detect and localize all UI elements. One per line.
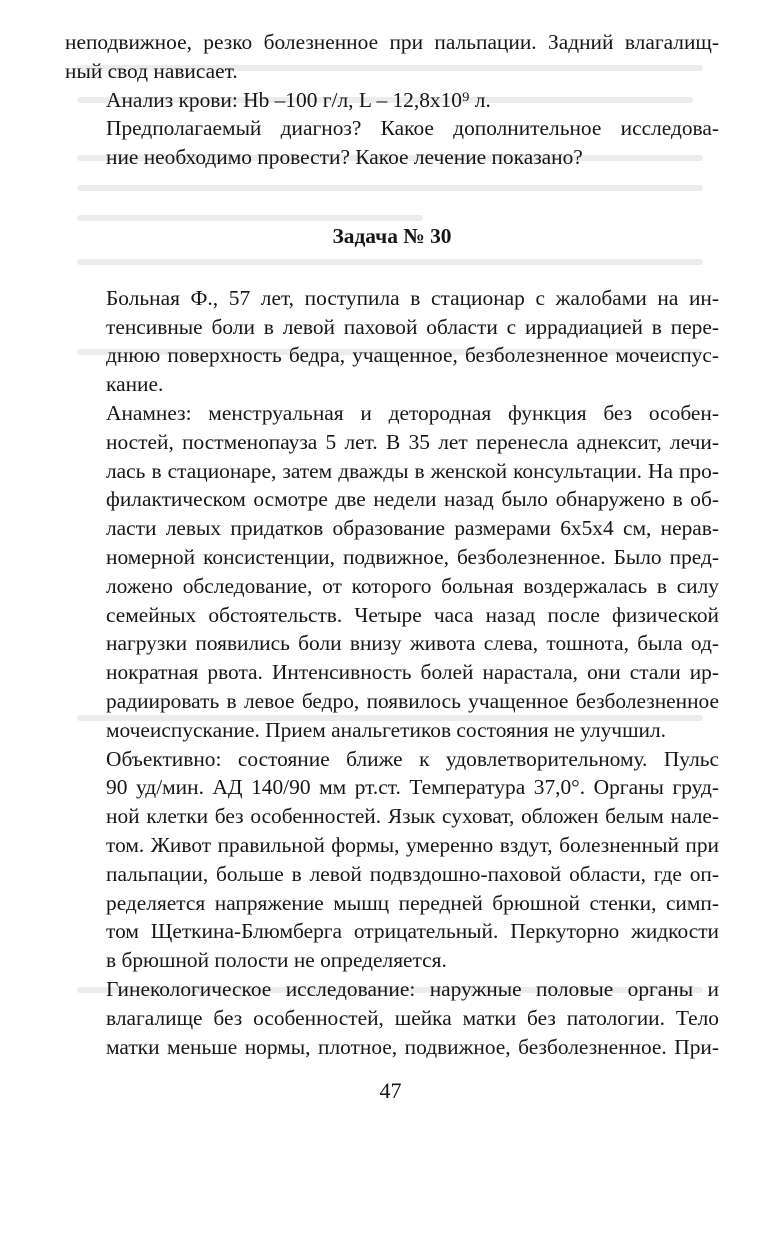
blood-test-paragraph: Анализ крови: Hb –100 г/л, L – 12,8х10⁹ л.: [106, 87, 491, 112]
text-line: пальпации, больше в левой подвздошно-паховой области, где оп-: [106, 861, 719, 886]
text-line: нагрузки появились боли внизу живота слева, тошнота, была од-: [106, 631, 719, 656]
text-line: ласти левых придатков образование размерами 6х5х4 см, нерав-: [106, 516, 719, 541]
text-line: нократная рвота. Интенсивность болей нарастала, они стали ир-: [106, 660, 719, 685]
text-line: Предполагаемый диагноз? Какое дополнительное исследова-: [106, 116, 719, 141]
text-line: номерной консистенции, подвижное, безболезненное. Было пред-: [106, 544, 719, 569]
task-title: Задача № 30: [332, 223, 452, 248]
text-line: Объективно: состояние ближе к удовлетворительному. Пульс: [106, 746, 719, 771]
text-line: тенсивные боли в левой паховой области с иррадиацией в пере-: [106, 314, 719, 339]
text-line: семейных обстоятельств. Четыре часа назад после физической: [106, 602, 719, 627]
text-line: ние необходимо провести? Какое лечение показано?: [106, 145, 583, 170]
text-line: неподвижное, резко болезненное при пальпации. Задний влагалищ-: [65, 30, 719, 54]
anamnesis-paragraph: [65, 399, 719, 745]
text-line: ностей, постменопауза 5 лет. В 35 лет перенесла аднексит, лечи-: [106, 429, 719, 454]
text-line: матки меньше нормы, плотное, подвижное, безболезненное. При-: [106, 1034, 719, 1059]
text-line: том Щеткина-Блюмберга отрицательный. Перкуторно жидкости: [106, 919, 719, 944]
text-line: 90 уд/мин. АД 140/90 мм рт.ст. Температура 37,0°. Органы груд-: [106, 775, 719, 800]
text-line: кание.: [106, 372, 164, 397]
text-line: филактическом осмотре две недели назад было обнаружено в об-: [106, 487, 719, 512]
paragraph-continuation: [65, 28, 719, 86]
page-body: [65, 28, 719, 1061]
text-line: днюю поверхность бедра, учащенное, безболезненное мочеиспус-: [106, 343, 719, 368]
text-line: Гинекологическое исследование: наружные половые органы и: [106, 976, 719, 1001]
text-line: ной клетки без особенностей. Язык суховат, обложен белым нале-: [106, 804, 719, 829]
text-line: ложено обследование, от которого больная воздержалась в силу: [106, 573, 719, 598]
text-line: радиировать в левое бедро, появилось учащенное безболезненное: [106, 688, 719, 713]
text-line: мочеиспускание. Прием анальгетиков состояния не улучшил.: [106, 717, 667, 742]
text-line: лась в стационаре, затем дважды в женской консультации. На про-: [106, 458, 719, 483]
text-line: влагалище без особенностей, шейка матки без патологии. Тело: [106, 1005, 719, 1030]
objective-paragraph: [65, 745, 719, 975]
gynecology-paragraph: [65, 975, 719, 1061]
text-line: Анамнез: менструальная и детородная функция без особен-: [106, 400, 719, 425]
text-line: ределяется напряжение мышц передней брюшной стенки, симп-: [106, 890, 719, 915]
questions-paragraph: [65, 114, 719, 172]
text-line: Больная Ф., 57 лет, поступила в стационар с жалобами на ин-: [106, 285, 719, 310]
text-line: том. Живот правильной формы, умеренно вздут, болезненный при: [106, 832, 719, 857]
page-number: 47: [379, 1078, 402, 1103]
text-line: в брюшной полости не определяется.: [106, 948, 447, 973]
text-line: ный свод нависает.: [65, 58, 238, 83]
complaint-paragraph: [65, 284, 719, 399]
